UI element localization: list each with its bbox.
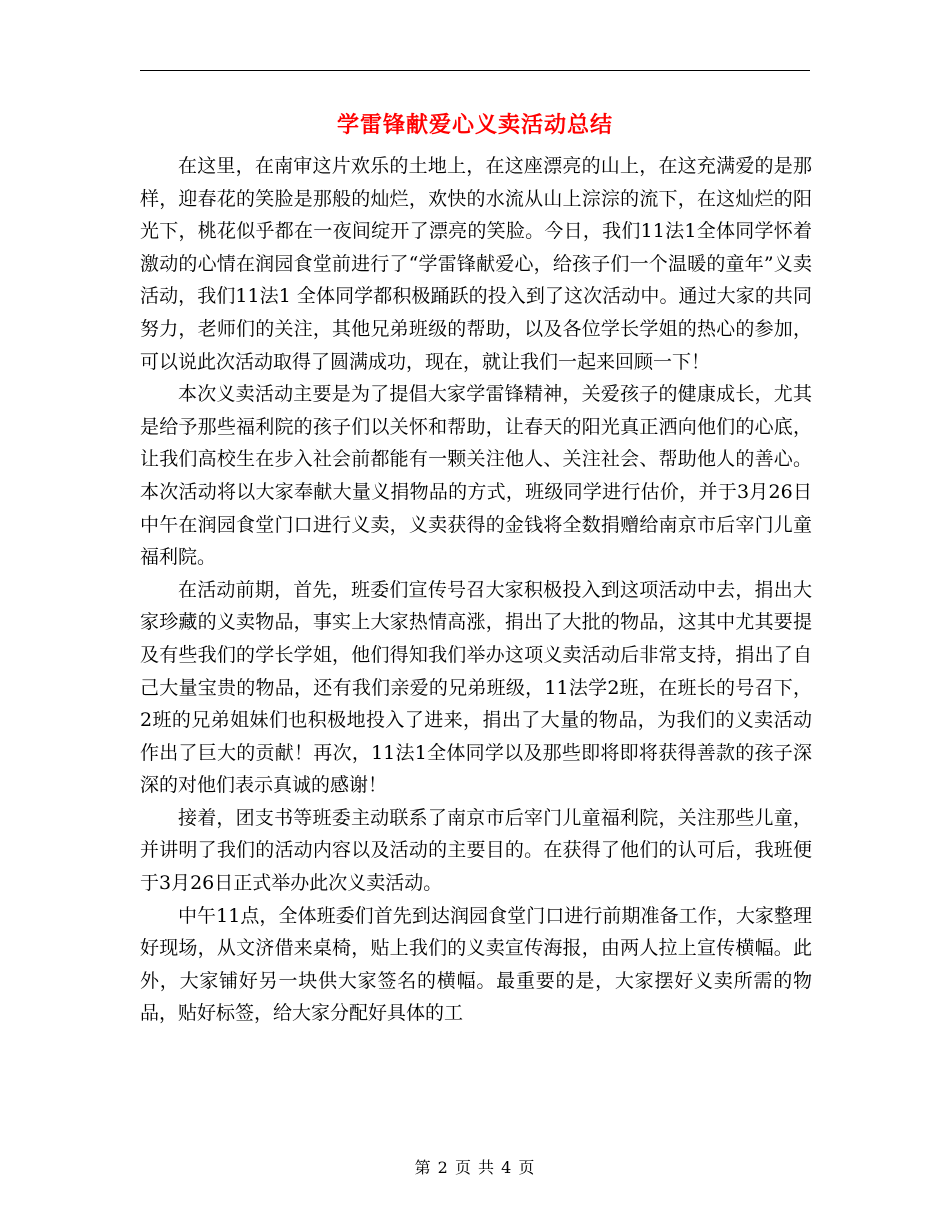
paragraph-2: 本次义卖活动主要是为了提倡大家学雷锋精神，关爱孩子的健康成长，尤其是给予那些福利院的孩子们以关怀和帮助，让春天的阳光真正洒向他们的心底，让我们高校生在步入社会前都能有一颗关注他人、关注社会、帮助他人的善心。本次活动将以大家奉献大量义捐物品的方式，班级同学进行估价，并于3月26日中午在润园食堂门口进行义卖，义卖获得的金钱将全数捐赠给南京市后宰门儿童福利院。 (140, 383, 812, 569)
paragraph-3: 在活动前期，首先，班委们宣传号召大家积极投入到这项活动中去，捐出大家珍藏的义卖物品，事实上大家热情高涨，捐出了大批的物品，这其中尤其要提及有些我们的学长学姐，他们得知我们举办这项义卖活动后非常支持，捐出了自己大量宝贵的物品，还有我们亲爱的兄弟班级，11法学2班，在班长的号召下，2班的兄弟姐妹们也积极地投入了进来，捐出了大量的物品，为我们的义卖活动作出了巨大的贡献！再次，11法1全体同学以及那些即将即将获得善款的孩子深深的对他们表示真诚的感谢！ (140, 578, 812, 797)
page-number-footer: 第 2 页 共 4 页 (414, 1158, 536, 1177)
paragraph-1: 在这里，在南审这片欢乐的土地上，在这座漂亮的山上，在这充满爱的是那样，迎春花的笑脸是那般的灿烂，欢快的水流从山上淙淙的流下，在这灿烂的阳光下，桃花似乎都在一夜间绽开了漂亮的笑脸。今日，我们11法1全体同学怀着激动的心情在润园食堂前进行了“学雷锋献爱心，给孩子们一个温暖的童年”义卖活动，我们11法1 全体同学都积极踊跃的投入到了这次活动中。通过大家的共同努力，老师们的关注，其他兄弟班级的帮助，以及各位学长学姐的热心的参加，可以说此次活动取得了圆满成功，现在，就让我们一起来回顾一下！ (140, 155, 812, 373)
document-body (140, 150, 812, 1030)
paragraph-5: 中午11点，全体班委们首先到达润园食堂门口进行前期准备工作，大家整理好现场，从文济借来桌椅，贴上我们的义卖宣传海报，由两人拉上宣传横幅。此外，大家铺好另一块供大家签名的横幅。最重要的是，大家摆好义卖所需的物品，贴好标签，给大家分配好具体的工 (140, 904, 812, 1025)
document-title: 学雷锋献爱心义卖活动总结 (336, 112, 613, 138)
header-rule (140, 70, 810, 71)
paragraph-4: 接着，团支书等班委主动联系了南京市后宰门儿童福利院，关注那些儿童，并讲明了我们的活动内容以及活动的主要目的。在获得了他们的认可后，我班便于3月26日正式举办此次义卖活动。 (140, 806, 812, 895)
